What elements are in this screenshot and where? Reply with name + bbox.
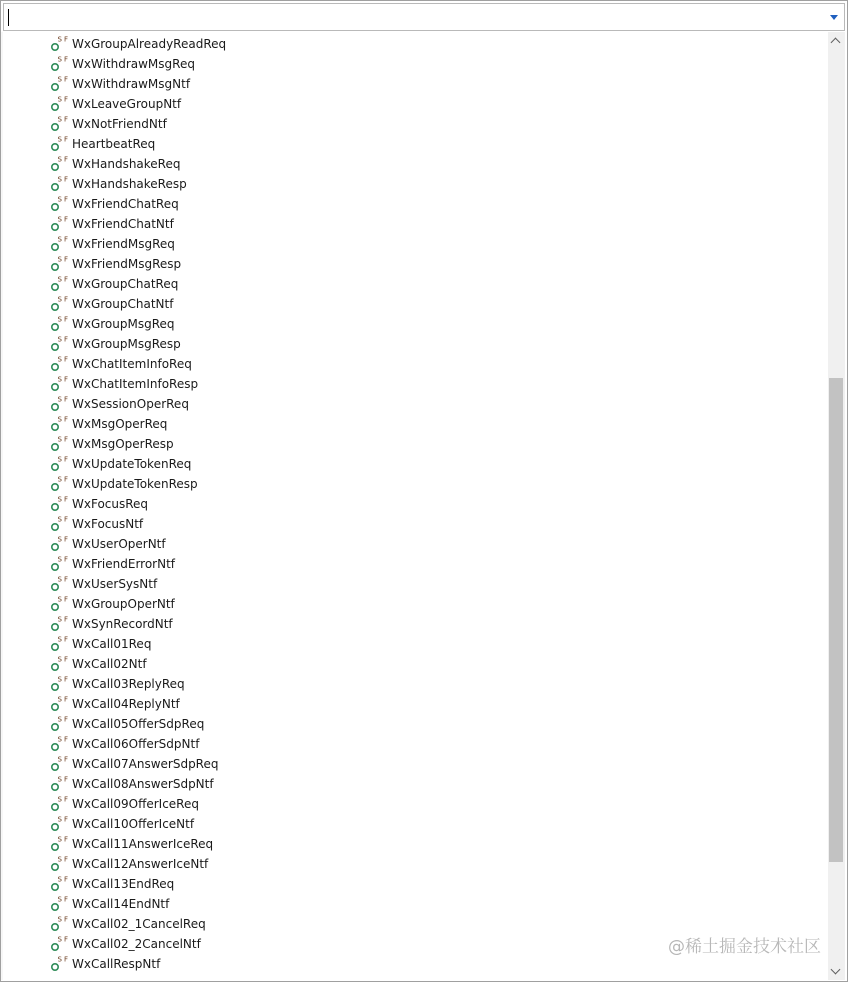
list-item[interactable]	[3, 894, 823, 914]
list-item[interactable]	[3, 174, 823, 194]
svg-text:S: S	[57, 635, 62, 644]
list-item-label: WxUserOperNtf	[72, 537, 166, 551]
list-item-label: WxCall03ReplyReq	[72, 677, 185, 691]
list-item-label: WxChatItemInfoReq	[72, 357, 192, 371]
static-final-field-icon	[49, 415, 71, 433]
svg-text:S: S	[57, 915, 62, 924]
list-item[interactable]	[3, 434, 823, 454]
svg-text:F: F	[64, 515, 69, 524]
static-final-field-icon	[49, 235, 71, 253]
svg-text:S: S	[57, 895, 62, 904]
svg-text:F: F	[64, 35, 69, 44]
svg-text:S: S	[57, 315, 62, 324]
static-final-field-icon	[49, 535, 71, 553]
list-item[interactable]	[3, 714, 823, 734]
list-item[interactable]	[3, 234, 823, 254]
static-final-field-icon	[49, 275, 71, 293]
list-item-label: WxCall13EndReq	[72, 877, 175, 891]
static-final-field-icon	[49, 215, 71, 233]
field-list	[3, 32, 827, 982]
svg-text:F: F	[64, 95, 69, 104]
static-final-field-icon	[49, 175, 71, 193]
svg-text:S: S	[57, 95, 62, 104]
svg-text:F: F	[64, 775, 69, 784]
svg-text:F: F	[64, 415, 69, 424]
list-item-label: WxWithdrawMsgReq	[72, 57, 195, 71]
list-item-label: WxGroupOperNtf	[72, 597, 175, 611]
static-final-field-icon	[49, 195, 71, 213]
svg-text:S: S	[57, 355, 62, 364]
svg-text:F: F	[64, 395, 69, 404]
list-item-label: WxFriendChatNtf	[72, 217, 174, 231]
svg-text:F: F	[64, 875, 69, 884]
list-item[interactable]	[3, 514, 823, 534]
svg-text:F: F	[64, 475, 69, 484]
svg-text:S: S	[57, 855, 62, 864]
list-item[interactable]	[3, 34, 823, 54]
static-final-field-icon	[49, 315, 71, 333]
list-item-label: WxFriendErrorNtf	[72, 557, 176, 571]
static-final-field-icon	[49, 875, 71, 893]
list-item[interactable]	[3, 314, 823, 334]
svg-text:S: S	[57, 35, 62, 44]
list-item[interactable]	[3, 374, 823, 394]
svg-text:S: S	[57, 875, 62, 884]
list-item[interactable]	[3, 154, 823, 174]
list-item[interactable]	[3, 194, 823, 214]
svg-text:F: F	[64, 315, 69, 324]
static-final-field-icon	[49, 375, 71, 393]
static-final-field-icon	[49, 575, 71, 593]
list-item-label: WxGroupMsgReq	[72, 317, 175, 331]
svg-text:F: F	[64, 75, 69, 84]
svg-text:S: S	[57, 455, 62, 464]
list-item-label: WxCall06OfferSdpNtf	[72, 737, 200, 751]
svg-text:S: S	[57, 815, 62, 824]
list-item-label: WxFocusReq	[72, 497, 149, 511]
static-final-field-icon	[49, 335, 71, 353]
list-item[interactable]	[3, 654, 823, 674]
list-item[interactable]	[3, 494, 823, 514]
svg-text:F: F	[64, 715, 69, 724]
vertical-scrollbar[interactable]	[828, 32, 845, 980]
list-item-label: WxUpdateTokenReq	[72, 457, 192, 471]
list-item[interactable]	[3, 214, 823, 234]
list-item-label: WxFocusNtf	[72, 517, 144, 531]
svg-text:F: F	[64, 895, 69, 904]
list-item[interactable]	[3, 694, 823, 714]
static-final-field-icon	[49, 515, 71, 533]
static-final-field-icon	[49, 55, 71, 73]
list-item[interactable]	[3, 474, 823, 494]
static-final-field-icon	[49, 75, 71, 93]
svg-text:F: F	[64, 815, 69, 824]
list-item-label: WxCall10OfferIceNtf	[72, 817, 195, 831]
list-item[interactable]	[3, 454, 823, 474]
list-item[interactable]	[3, 274, 823, 294]
scroll-thumb[interactable]	[829, 378, 843, 862]
list-item-label: WxCallRespNtf	[72, 957, 161, 971]
list-item[interactable]	[3, 634, 823, 654]
list-item[interactable]	[3, 534, 823, 554]
list-item-label: WxCall05OfferSdpReq	[72, 717, 205, 731]
list-item-label: WxLeaveGroupNtf	[72, 97, 182, 111]
list-item-label: WxGroupChatReq	[72, 277, 179, 291]
list-item[interactable]	[3, 874, 823, 894]
svg-text:F: F	[64, 195, 69, 204]
svg-text:S: S	[57, 655, 62, 664]
dropdown-arrow-icon[interactable]	[830, 15, 838, 20]
list-item[interactable]	[3, 954, 823, 974]
list-item-label: WxHandshakeReq	[72, 157, 181, 171]
svg-text:S: S	[57, 435, 62, 444]
list-item[interactable]	[3, 774, 823, 794]
list-item-label: WxUpdateTokenResp	[72, 477, 198, 491]
svg-text:F: F	[64, 455, 69, 464]
svg-text:S: S	[57, 175, 62, 184]
static-final-field-icon	[49, 635, 71, 653]
svg-text:F: F	[64, 855, 69, 864]
static-final-field-icon	[49, 455, 71, 473]
static-final-field-icon	[49, 135, 71, 153]
svg-text:F: F	[64, 135, 69, 144]
list-item-label: WxCall14EndNtf	[72, 897, 170, 911]
static-final-field-icon	[49, 155, 71, 173]
svg-text:F: F	[64, 215, 69, 224]
static-final-field-icon	[49, 295, 71, 313]
list-item-label: WxMsgOperReq	[72, 417, 168, 431]
static-final-field-icon	[49, 755, 71, 773]
svg-text:F: F	[64, 915, 69, 924]
static-final-field-icon	[49, 675, 71, 693]
list-item-label: WxCall09OfferIceReq	[72, 797, 199, 811]
static-final-field-icon	[49, 115, 71, 133]
static-final-field-icon	[49, 395, 71, 413]
list-item-label: WxCall02Ntf	[72, 657, 147, 671]
list-item-label: WxWithdrawMsgNtf	[72, 77, 191, 91]
list-item[interactable]	[3, 754, 823, 774]
svg-text:F: F	[64, 55, 69, 64]
list-item-label: WxCall02_1CancelReq	[72, 917, 206, 931]
list-item[interactable]	[3, 674, 823, 694]
svg-text:F: F	[64, 735, 69, 744]
list-item[interactable]	[3, 74, 823, 94]
svg-text:F: F	[64, 355, 69, 364]
static-final-field-icon	[49, 855, 71, 873]
static-final-field-icon	[49, 475, 71, 493]
static-final-field-icon	[49, 255, 71, 273]
static-final-field-icon	[49, 915, 71, 933]
list-item-label: WxCall11AnswerIceReq	[72, 837, 214, 851]
svg-text:S: S	[57, 535, 62, 544]
list-item-label: WxFriendMsgReq	[72, 237, 175, 251]
svg-text:S: S	[57, 595, 62, 604]
svg-text:S: S	[57, 415, 62, 424]
svg-text:F: F	[64, 575, 69, 584]
svg-text:F: F	[64, 275, 69, 284]
list-item[interactable]	[3, 114, 823, 134]
svg-text:F: F	[64, 935, 69, 944]
static-final-field-icon	[49, 895, 71, 913]
svg-text:F: F	[64, 755, 69, 764]
svg-text:S: S	[57, 495, 62, 504]
static-final-field-icon	[49, 835, 71, 853]
svg-text:F: F	[64, 175, 69, 184]
list-item-label: WxHandshakeResp	[72, 177, 187, 191]
svg-text:S: S	[57, 955, 62, 964]
svg-text:F: F	[64, 535, 69, 544]
list-item[interactable]	[3, 854, 823, 874]
list-item[interactable]	[3, 414, 823, 434]
list-item-label: WxCall08AnswerSdpNtf	[72, 777, 214, 791]
svg-text:S: S	[57, 135, 62, 144]
filter-input[interactable]	[3, 3, 845, 31]
static-final-field-icon	[49, 695, 71, 713]
svg-text:S: S	[57, 555, 62, 564]
svg-text:S: S	[57, 215, 62, 224]
svg-text:F: F	[64, 555, 69, 564]
list-item[interactable]	[3, 294, 823, 314]
static-final-field-icon	[49, 735, 71, 753]
svg-text:S: S	[57, 395, 62, 404]
list-item-label: WxCall07AnswerSdpReq	[72, 757, 219, 771]
static-final-field-icon	[49, 955, 71, 973]
svg-text:F: F	[64, 255, 69, 264]
list-item[interactable]	[3, 814, 823, 834]
list-item[interactable]	[3, 334, 823, 354]
svg-text:S: S	[57, 615, 62, 624]
svg-text:S: S	[57, 115, 62, 124]
svg-text:S: S	[57, 235, 62, 244]
svg-text:S: S	[57, 55, 62, 64]
static-final-field-icon	[49, 615, 71, 633]
svg-text:F: F	[64, 495, 69, 504]
svg-text:S: S	[57, 775, 62, 784]
list-item[interactable]	[3, 394, 823, 414]
svg-text:F: F	[64, 795, 69, 804]
svg-text:S: S	[57, 275, 62, 284]
static-final-field-icon	[49, 775, 71, 793]
static-final-field-icon	[49, 715, 71, 733]
static-final-field-icon	[49, 95, 71, 113]
list-item-label: WxSynRecordNtf	[72, 617, 173, 631]
list-item-label: WxChatItemInfoResp	[72, 377, 199, 391]
static-final-field-icon	[49, 655, 71, 673]
svg-text:F: F	[64, 615, 69, 624]
list-item-label: WxCall04ReplyNtf	[72, 697, 180, 711]
svg-text:S: S	[57, 335, 62, 344]
svg-text:F: F	[64, 115, 69, 124]
svg-text:S: S	[57, 195, 62, 204]
svg-text:S: S	[57, 935, 62, 944]
static-final-field-icon	[49, 595, 71, 613]
svg-text:F: F	[64, 295, 69, 304]
list-item[interactable]	[3, 914, 823, 934]
list-item[interactable]	[3, 594, 823, 614]
svg-text:F: F	[64, 955, 69, 964]
static-final-field-icon	[49, 795, 71, 813]
svg-text:S: S	[57, 675, 62, 684]
list-item-label: WxNotFriendNtf	[72, 117, 167, 131]
svg-text:S: S	[57, 575, 62, 584]
svg-text:F: F	[64, 695, 69, 704]
svg-text:F: F	[64, 635, 69, 644]
list-item-label: WxCall02_2CancelNtf	[72, 937, 201, 951]
list-item[interactable]	[3, 554, 823, 574]
list-item[interactable]	[3, 614, 823, 634]
list-item-label: HeartbeatReq	[72, 137, 156, 151]
static-final-field-icon	[49, 35, 71, 53]
watermark: @稀土掘金技术社区	[668, 937, 821, 957]
svg-text:F: F	[64, 595, 69, 604]
list-item[interactable]	[3, 794, 823, 814]
list-item-label: WxSessionOperReq	[72, 397, 189, 411]
svg-text:S: S	[57, 755, 62, 764]
svg-text:S: S	[57, 255, 62, 264]
svg-text:F: F	[64, 375, 69, 384]
svg-text:S: S	[57, 835, 62, 844]
svg-text:F: F	[64, 435, 69, 444]
static-final-field-icon	[49, 555, 71, 573]
list-item[interactable]	[3, 834, 823, 854]
static-final-field-icon	[49, 355, 71, 373]
svg-text:F: F	[64, 235, 69, 244]
svg-text:F: F	[64, 835, 69, 844]
svg-text:S: S	[57, 475, 62, 484]
static-final-field-icon	[49, 935, 71, 953]
svg-text:F: F	[64, 335, 69, 344]
list-item-label: WxGroupMsgResp	[72, 337, 181, 351]
svg-text:F: F	[64, 155, 69, 164]
scroll-down-arrow-icon[interactable]	[828, 963, 845, 980]
scroll-up-arrow-icon[interactable]	[828, 32, 845, 49]
svg-text:S: S	[57, 75, 62, 84]
list-item-label: WxFriendMsgResp	[72, 257, 182, 271]
list-item[interactable]	[3, 54, 823, 74]
text-caret	[8, 9, 9, 26]
list-item-label: WxCall01Req	[72, 637, 152, 651]
list-item-label: WxMsgOperResp	[72, 437, 174, 451]
list-item[interactable]	[3, 94, 823, 114]
svg-text:S: S	[57, 375, 62, 384]
list-item[interactable]	[3, 254, 823, 274]
static-final-field-icon	[49, 495, 71, 513]
list-item[interactable]	[3, 354, 823, 374]
svg-text:F: F	[64, 655, 69, 664]
svg-text:S: S	[57, 735, 62, 744]
static-final-field-icon	[49, 435, 71, 453]
svg-text:S: S	[57, 715, 62, 724]
svg-text:S: S	[57, 515, 62, 524]
static-final-field-icon	[49, 815, 71, 833]
list-item-label: WxGroupChatNtf	[72, 297, 174, 311]
svg-text:S: S	[57, 795, 62, 804]
svg-text:S: S	[57, 155, 62, 164]
list-item-label: WxGroupAlreadyReadReq	[72, 37, 227, 51]
list-item[interactable]	[3, 134, 823, 154]
list-item[interactable]	[3, 574, 823, 594]
list-item[interactable]	[3, 734, 823, 754]
list-item-label: WxFriendChatReq	[72, 197, 179, 211]
svg-text:F: F	[64, 675, 69, 684]
list-item-label: WxCall12AnswerIceNtf	[72, 857, 209, 871]
svg-text:S: S	[57, 695, 62, 704]
list-item-label: WxUserSysNtf	[72, 577, 158, 591]
svg-text:S: S	[57, 295, 62, 304]
